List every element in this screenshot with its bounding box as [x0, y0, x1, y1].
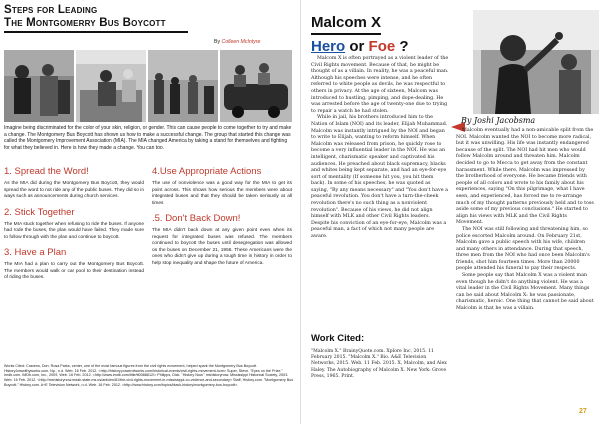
title-or: or [349, 38, 365, 55]
page-number: 27 [579, 408, 587, 415]
step-5-heading: .5. Don't Back Down! [152, 213, 241, 224]
title-line-2: The Montgomerry Bus Boycott [4, 17, 166, 29]
step-1-heading: 1. Spread the Word! [4, 166, 89, 177]
byline-author: Colleen McIntyre [221, 39, 261, 45]
title-hero: Hero [311, 38, 346, 55]
col2-paragraph-3: Some people say that Malcolm X was a violent man even though he didn't do anything violent. He was a vital leader in the Civil Rights Movement. Many things can be said about Malcolm X: he was passionate, charismatic, heroic. One thing that cannot be said about Malcolm is that he was a villain. [456, 273, 594, 312]
title-foe: Foe [368, 38, 396, 55]
title-malcom-x: Malcom X [311, 14, 381, 35]
col1-paragraph-2: While in jail, his brothers introduced him to the Nation of Islam (NOI) and its leader, Elijah Muhammad. Malcolm was instantly intrigued by the NOI and began to write to Elijah, wanting to reform himself. When Malcolm was released from prison, he quickly rose to become a very influential leader in the NOI. He was an intelligent, charismatic speaker and captivated his audiences. He preached about black supremacy, blacks and whites being kept separate, and had an eye-for-eye sort of mentality (If someone hit you, you hit them back). In some of his speeches, he was quoted as saying, "By any means necessary" and "You don't have a peaceful revolution. You don't have a turn-the-cheek revolution there's no such thing as a nonviolent revolution". Because of his views, he did not align himself with MLK and other Civil Rights leaders. Despite his conviction of an eye-for-eye, Malcolm was a peaceful man, a fact of which not many people are aware. [311, 115, 448, 240]
work-cited-entries: "Malcolm X." BrainyQuote.com. Xplore Inc, 2015. 11 February 2015. "Malcolm X." Bio. A&E Television Networks, 2015. Web. 11 Feb. 2015. X, Malcolm, and Alex Haley. The Autobiography of Malcolm X. New York: Grove Press, 1965. Print. [311, 349, 447, 379]
photo-street-crowd [148, 50, 218, 122]
photo-carpool [220, 50, 292, 122]
title-hero-or-foe [311, 37, 461, 56]
work-cited-heading: Work Cited: [311, 333, 365, 344]
step-2-heading: 2. Stick Together [4, 206, 75, 218]
step-1-body: As the MIA did during the Montgomery Bus Boycott, they would spread the word to not ride any of the public buses. They did so in ways such as announcements during church services. [4, 181, 144, 199]
steps-column-right [152, 166, 292, 273]
col2-paragraph-1: Malcolm eventually had a non-amicable split from the NOI. Malcolm wanted the NOI to become more radical, but it was unwilling. His life was instantly endangered because of the split. The NOI had hit men who would follow Malcolm around and threaten him. Malcolm decided to go to Mecca to get away from the constant harassment. While there, Malcolm was impressed by the brotherhood of everyone. He became friends with people of all colors and wrote to his family about his experiences, saying "On this pilgrimage, what I have seen, and experienced, has forced me to re-arrange much of my thought patterns previously held and to toss aside some of my previous conclusions." He started to align his views with MLK and the Civil Rights Movement. [456, 128, 594, 226]
intro-paragraph: Imagine being discriminated for the color of your skin, religion, or gender. This can cause people to come together to try and make a change. The Montgomery Bus Boycott has shown us how to make a successful change. The group that started this change was called the Montgomery Improvement Association (MIA). The MIA changed America by taking a stand for themselves and fighting for what they believed in. Here is how they made a change. You can too. [4, 125, 292, 151]
works-cited-left: Works Cited: Cravens, Don. Rosa Parks, center, one of the most famous figures from the civil rights movement, helped spark the Montgomery Bus Boycott. HistoryJowwithyworks.com. Np., n.d. Web. 16 Feb. 2012. <http://history.powerofworks.com/historical-events/civil-rights-movement-hcm> Super, Steve. "Eyes on the Prize." Imdb.com. IMDb.com, Inc., 2009. Web. 16 Feb. 2012. <http://www.imdb.com/title/tt0088612/> Philipps, Dick. "History Now." mshistorynow. Mississippi Historical Society, 2003. Web. 16 Feb. 2012. <http://mshistorynow.mdah.state.ms.us/articles/81/the-civil-rights-movement-in-mississippi-co-violence-and-secondary> Staff, History.com. "Montgomery Bus Boycott." History.com. A+E Television Network, n.d. Web. 16 Feb. 2012. <http://www.history.com/topics/black-history/montgomery-bus-boycott>. [4, 364, 294, 387]
byline-left [214, 39, 260, 45]
step-5-body: The MIA didn't back down at any given point even when its request for integrated buses was refused. The members continued to boycott the buses until desegregation was allowed on the buses on December 21, 1956. These Americans were the ones who didn't give up during a tough time in history in order to help stop inequality and shape the future of America. [152, 228, 292, 266]
photo-strip [4, 50, 292, 122]
article-title-malcom-x [311, 14, 461, 56]
col2-paragraph-2: The NOI was still following and threatening him, so police escorted Malcolm around. On February 21st, Malcolm gave a public speech with his wife, children and many others in attendance. During that speech, three men from the NOI who had once been Malcolm's friends, shot him fourteen times. More than 20000 people attended his funeral to pay their respects. [456, 226, 590, 272]
step-2-body: The MIA stuck together when refusing to ride the buses. If anyone had rode the buses, the plan would have failed. They made sure to follow through with the plan and continue to boycott. [4, 221, 144, 240]
title-question-mark: ? [399, 38, 409, 55]
step-3-heading: 3. Have a Plan [4, 247, 67, 258]
byline-right-author: Joshi Jacobsma [473, 116, 536, 125]
article-title-bus-boycott [4, 4, 184, 33]
col1-paragraph-1: Malcom X is often portrayed as a violent leader of the Civil Rights movement. Because of that, he might be thought of as a villain. In reality, he was a peaceful man. Although his speeches were intense, and he often referred to white people as devils, he was respectful to others in privacy. At the age of sixteen, Malcom was introduced to hustling, pimping, and dope-dealing. He was arrested before the age of twenty-one due to trying to repair a watch he had stolen. [311, 56, 449, 114]
title-line-1: Steps for Leading [4, 4, 98, 16]
step-3-body: The MIA had a plan to carry out the Montgomery Bus Boycott. The members would walk or car pool to their destination instead of riding the buses. [4, 262, 144, 280]
steps-column-left [4, 166, 144, 288]
malcolm-column-2 [456, 128, 594, 313]
step-4-heading: 4.Use Appropriate Actions [152, 166, 262, 177]
photo-police-arrest [4, 50, 74, 122]
byline-prefix: By [214, 39, 221, 45]
step-4-body: The use of nonviolence was a good way for the MIA to get its point across. This shows how serious the members were about integrated buses and that they should be taken seriously at all times [152, 181, 292, 206]
malcolm-column-1 [311, 56, 449, 241]
right-page [300, 0, 600, 424]
title-underline [4, 31, 188, 33]
byline-right [461, 116, 535, 125]
byline-right-prefix: By [461, 116, 472, 125]
photo-bus-interior [76, 50, 146, 122]
photo-malcolm-x [473, 10, 599, 114]
